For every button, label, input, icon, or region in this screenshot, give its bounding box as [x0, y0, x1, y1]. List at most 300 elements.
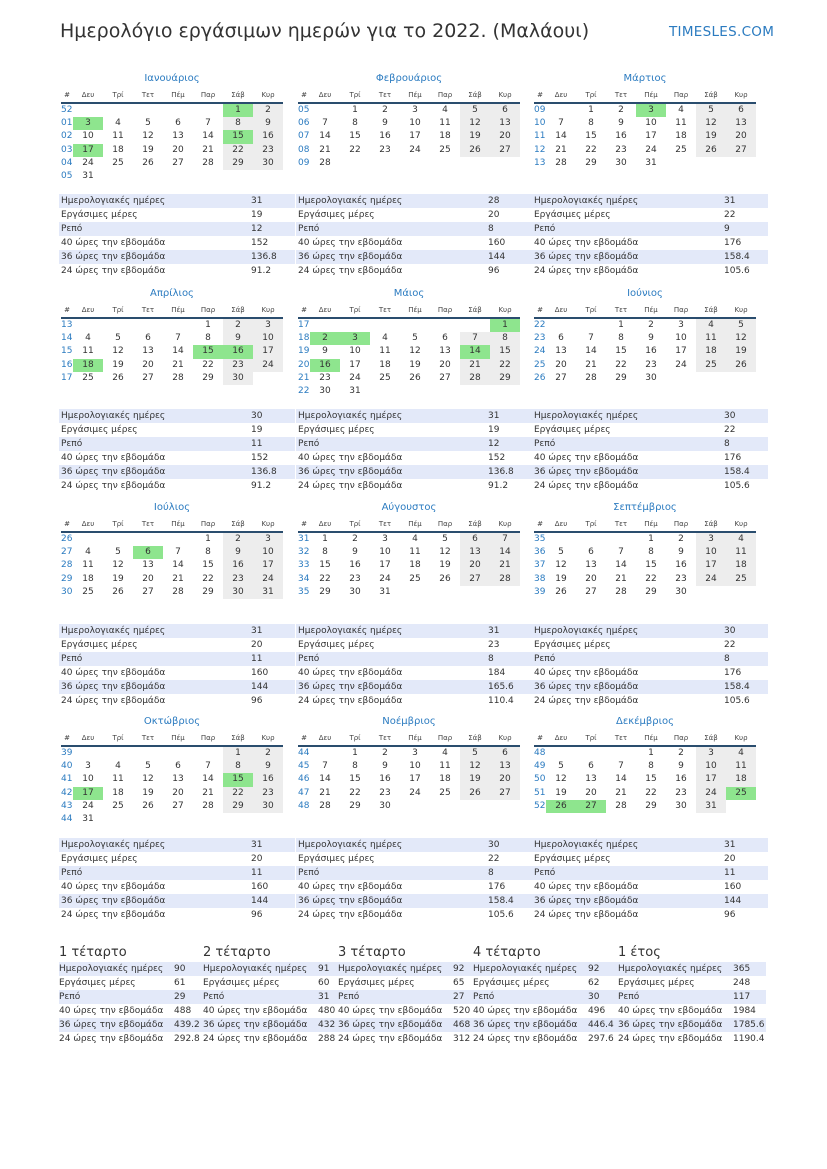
quarter-stats-value: 65	[453, 978, 465, 988]
day-cell: 29	[202, 372, 214, 383]
day-cell: 24	[696, 787, 726, 800]
stats-row	[296, 409, 532, 423]
stats-value: 158.4	[724, 682, 750, 692]
quarter-stats-row	[338, 1018, 484, 1032]
day-cell: 21	[172, 573, 184, 584]
day-cell: 4	[678, 105, 684, 115]
week-row	[61, 117, 283, 130]
quarter-stats-row	[59, 1004, 205, 1018]
day-cell-empty	[133, 319, 163, 332]
month-name: Ιούνιος	[627, 288, 663, 299]
day-cell: 30	[319, 385, 331, 396]
stats-value: 9	[724, 224, 730, 234]
day-cell: 15	[193, 345, 223, 358]
weekday-label: Πέμ	[171, 520, 185, 528]
day-cell: 25	[726, 573, 756, 586]
day-cell: 12	[555, 560, 567, 571]
day-cell-empty	[696, 372, 726, 385]
stats-value: 152	[488, 453, 506, 463]
quarter-stats-label: 36 ώρες την εβδομάδα	[618, 1020, 723, 1030]
day-cell: 26	[112, 586, 124, 597]
stats-value: 8	[488, 224, 494, 234]
day-cell: 9	[382, 761, 388, 772]
week-number: 39	[61, 748, 73, 758]
day-cell: 29	[223, 800, 253, 813]
quarter-stats-label: 24 ώρες την εβδομάδα	[618, 1034, 723, 1044]
weekday-label: Κυρ	[498, 520, 512, 528]
day-cell: 25	[696, 359, 726, 372]
day-cell: 24	[379, 573, 391, 584]
day-cell: 17	[409, 131, 421, 142]
quarter-stats-value: 446.4	[588, 1020, 614, 1030]
day-cell: 17	[675, 346, 687, 357]
stats-value: 110.4	[488, 696, 514, 706]
week-row	[61, 813, 283, 826]
quarter-block	[338, 944, 484, 1046]
stats-row	[59, 894, 295, 908]
stats-value: 144	[724, 896, 742, 906]
stats-label: Ημερολογιακές ημέρες	[298, 840, 403, 850]
weekday-label: Σάβ	[704, 91, 718, 99]
week-number: 08	[298, 144, 310, 155]
quarter-stats-row	[203, 962, 349, 976]
day-cell: 30	[253, 157, 283, 170]
day-cell: 11	[112, 774, 124, 785]
quarter-stats-row	[473, 990, 619, 1004]
day-cell: 26	[142, 157, 154, 168]
quarter-stats-label: Ημερολογιακές ημέρες	[203, 964, 308, 974]
stats-label: 36 ώρες την εβδομάδα	[534, 467, 639, 477]
stats-value: 22	[724, 210, 736, 220]
week-number: 20	[298, 359, 310, 370]
stats-label: 36 ώρες την εβδομάδα	[534, 682, 639, 692]
day-cell: 9	[382, 118, 388, 129]
day-cell-empty	[430, 319, 460, 332]
stats-row	[532, 194, 768, 208]
stats-label: Ημερολογιακές ημέρες	[61, 626, 166, 636]
month-calendar	[298, 72, 520, 170]
day-cell: 3	[382, 534, 388, 544]
day-cell: 31	[696, 800, 726, 813]
stats-row	[532, 880, 768, 894]
day-cell-empty	[370, 385, 400, 398]
day-cell: 21	[319, 144, 331, 155]
week-number: 01	[61, 118, 73, 129]
day-cell: 19	[555, 573, 567, 584]
day-cell: 3	[85, 761, 91, 772]
stats-value: 22	[724, 425, 736, 435]
week-number: 17	[298, 320, 310, 330]
day-cell: 26	[555, 586, 567, 597]
stats-value: 96	[251, 910, 263, 920]
day-cell: 8	[352, 761, 358, 772]
day-cell-empty	[163, 319, 193, 332]
week-number: 38	[534, 573, 546, 584]
day-cell: 27	[142, 586, 154, 597]
week-row	[534, 144, 756, 157]
stats-row	[59, 838, 295, 852]
stats-value: 184	[488, 668, 506, 678]
week-row	[534, 104, 756, 117]
day-cell: 9	[678, 547, 684, 558]
day-cell: 25	[112, 157, 124, 168]
quarter-stats-row	[473, 976, 619, 990]
day-cell-empty	[310, 319, 340, 332]
day-cell: 30	[675, 586, 687, 597]
day-cell: 7	[175, 547, 181, 558]
week-row	[61, 359, 283, 372]
stats-label: Ρεπό	[534, 439, 556, 449]
day-cell: 14	[202, 774, 214, 785]
day-cell: 19	[409, 359, 421, 370]
day-cell: 29	[319, 586, 331, 597]
stats-label: 24 ώρες την εβδομάδα	[534, 266, 639, 276]
day-cell: 16	[675, 774, 687, 785]
day-cell: 21	[460, 359, 490, 372]
stats-label: Εργάσιμες μέρες	[534, 425, 611, 435]
quarter-stats-row	[203, 976, 349, 990]
weekday-header	[61, 732, 283, 747]
day-cell-empty	[606, 747, 636, 760]
day-cell: 10	[409, 118, 421, 129]
day-cell: 14	[172, 346, 184, 357]
weekday-label: Σάβ	[231, 91, 245, 99]
stats-row	[59, 250, 295, 264]
week-row	[298, 787, 520, 800]
stats-label: 36 ώρες την εβδομάδα	[534, 252, 639, 262]
weekday-label: Πέμ	[171, 91, 185, 99]
month-stats	[59, 194, 295, 278]
stats-label: 36 ώρες την εβδομάδα	[298, 252, 403, 262]
stats-label: 40 ώρες την εβδομάδα	[534, 238, 639, 248]
day-cell: 18	[112, 787, 124, 798]
week-number-header: #	[301, 520, 307, 528]
quarter-stats-row	[338, 1004, 484, 1018]
stats-label: 40 ώρες την εβδομάδα	[61, 882, 166, 892]
quarter-stats-value: 480	[318, 1006, 336, 1016]
stats-label: 40 ώρες την εβδομάδα	[534, 453, 639, 463]
stats-label: 24 ώρες την εβδομάδα	[298, 266, 403, 276]
weekday-header	[534, 732, 756, 747]
quarter-stats-label: 40 ώρες την εβδομάδα	[473, 1006, 578, 1016]
day-cell: 18	[675, 131, 687, 142]
week-number: 31	[298, 534, 310, 544]
day-cell: 10	[253, 332, 283, 345]
week-number: 50	[534, 774, 546, 785]
stats-label: Ρεπό	[298, 654, 320, 664]
week-row	[534, 747, 756, 760]
day-cell-empty	[430, 800, 460, 813]
week-number: 23	[534, 333, 546, 344]
quarter-stats-label: Εργάσιμες μέρες	[203, 978, 280, 988]
day-cell: 7	[205, 761, 211, 772]
day-cell-empty	[546, 533, 576, 546]
week-row	[534, 800, 756, 813]
stats-value: 105.6	[724, 696, 750, 706]
week-number: 35	[534, 534, 546, 544]
stats-row	[296, 437, 532, 451]
day-cell: 29	[585, 157, 597, 168]
day-cell-empty	[310, 104, 340, 117]
week-number: 25	[534, 359, 546, 370]
stats-value: 22	[488, 854, 500, 864]
day-cell: 20	[172, 787, 184, 798]
weekday-label: Σάβ	[468, 306, 482, 314]
stats-row	[59, 666, 295, 680]
week-row	[298, 573, 520, 586]
stats-label: Ημερολογιακές ημέρες	[534, 840, 639, 850]
day-cell: 15	[223, 773, 253, 786]
stats-value: 165.6	[488, 682, 514, 692]
day-cell-empty	[400, 586, 430, 599]
weekday-label: Τετ	[141, 91, 155, 99]
day-cell: 29	[645, 800, 657, 811]
weekday-label: Τετ	[614, 91, 628, 99]
stats-value: 160	[251, 882, 269, 892]
weekday-label: Πέμ	[644, 734, 658, 742]
day-cell: 27	[585, 586, 597, 597]
stats-row	[59, 409, 295, 423]
day-cell: 17	[696, 559, 726, 572]
day-cell: 25	[726, 787, 756, 800]
day-cell: 10	[409, 761, 421, 772]
quarter-stats-row	[473, 1004, 619, 1018]
stats-row	[296, 208, 532, 222]
day-cell: 9	[618, 118, 624, 129]
month-stats	[296, 409, 532, 493]
stats-row	[59, 208, 295, 222]
day-cell: 23	[223, 359, 253, 372]
day-cell: 7	[205, 118, 211, 129]
quarter-stats-label: Ημερολογιακές ημέρες	[473, 964, 578, 974]
day-cell: 30	[645, 372, 657, 383]
stats-row	[59, 652, 295, 666]
day-cell: 23	[675, 787, 687, 798]
stats-row	[59, 222, 295, 236]
day-cell: 14	[460, 345, 490, 358]
stats-label: Ημερολογιακές ημέρες	[534, 196, 639, 206]
week-row	[61, 319, 283, 332]
day-cell: 4	[726, 533, 756, 546]
day-cell: 24	[82, 157, 94, 168]
day-cell-empty	[73, 319, 103, 332]
week-row	[534, 319, 756, 332]
stats-value: 91.2	[488, 481, 509, 491]
quarter-stats-row	[618, 990, 766, 1004]
day-cell: 6	[175, 761, 181, 772]
stats-row	[532, 838, 768, 852]
day-cell: 29	[645, 586, 657, 597]
day-cell: 17	[73, 144, 103, 157]
week-number: 26	[534, 372, 546, 383]
day-cell: 26	[142, 800, 154, 811]
week-number: 48	[534, 748, 546, 758]
quarter-stats-row	[338, 962, 484, 976]
month-name: Νοέμβριος	[382, 716, 436, 727]
week-number-header: #	[301, 91, 307, 99]
week-row	[534, 130, 756, 143]
month-calendar	[61, 715, 283, 826]
day-cell: 4	[85, 333, 91, 344]
day-cell: 12	[439, 547, 451, 558]
week-number: 51	[534, 787, 546, 798]
stats-value: 11	[251, 654, 263, 664]
weekday-label: Παρ	[437, 520, 453, 528]
week-row	[534, 546, 756, 559]
day-cell: 3	[253, 533, 283, 546]
day-cell: 23	[319, 372, 331, 383]
weekday-label: Δευ	[81, 306, 95, 314]
week-number-header: #	[537, 520, 543, 528]
stats-label: Ρεπό	[534, 224, 556, 234]
day-cell: 15	[490, 345, 520, 358]
stats-value: 152	[251, 238, 269, 248]
weekday-label: Δευ	[318, 734, 332, 742]
stats-label: Ρεπό	[534, 868, 556, 878]
day-cell: 5	[460, 104, 490, 117]
day-cell-empty	[163, 170, 193, 183]
quarter-stats-label: 24 ώρες την εβδομάδα	[59, 1034, 164, 1044]
stats-label: 24 ώρες την εβδομάδα	[298, 696, 403, 706]
weekday-label: Τρί	[112, 91, 124, 99]
stats-label: Ημερολογιακές ημέρες	[298, 626, 403, 636]
day-cell: 20	[726, 130, 756, 143]
day-cell: 9	[678, 761, 684, 772]
day-cell: 30	[379, 800, 391, 811]
day-cell-empty	[73, 533, 103, 546]
brand-link[interactable]: TIMESLES.COM	[669, 24, 775, 40]
weekday-label: Σάβ	[231, 520, 245, 528]
day-cell: 27	[172, 157, 184, 168]
week-number: 41	[61, 774, 73, 785]
quarter-stats-value: 1984	[733, 1006, 756, 1016]
weekday-label: Κυρ	[498, 306, 512, 314]
weekday-label: Πέμ	[171, 306, 185, 314]
day-cell: 10	[696, 546, 726, 559]
day-cell: 4	[696, 319, 726, 332]
week-number: 05	[298, 105, 310, 115]
day-cell-empty	[576, 319, 606, 332]
week-number: 28	[61, 560, 73, 571]
stats-label: Ρεπό	[534, 654, 556, 664]
week-number-header: #	[64, 734, 70, 742]
day-cell: 8	[205, 547, 211, 558]
stats-row	[296, 652, 532, 666]
quarter-stats-row	[338, 976, 484, 990]
week-row	[61, 130, 283, 143]
day-cell: 19	[696, 130, 726, 143]
week-number: 16	[61, 359, 73, 370]
day-cell: 2	[223, 533, 253, 546]
weekday-label: Τρί	[112, 520, 124, 528]
day-cell: 3	[696, 533, 726, 546]
month-name: Απρίλιος	[150, 288, 194, 299]
quarter-stats-row	[618, 1018, 766, 1032]
stats-value: 8	[724, 439, 730, 449]
quarter-block	[618, 944, 766, 1046]
day-cell-empty	[460, 385, 490, 398]
day-cell-empty	[726, 800, 756, 813]
quarter-stats-row	[473, 1018, 619, 1032]
week-number: 49	[534, 761, 546, 772]
quarter-stats-value: 468	[453, 1020, 471, 1030]
stats-value: 31	[251, 196, 263, 206]
weekday-label: Κυρ	[261, 520, 275, 528]
week-number-header: #	[64, 306, 70, 314]
day-cell: 23	[379, 144, 391, 155]
quarter-stats-value: 365	[733, 964, 751, 974]
stats-row	[532, 208, 768, 222]
stats-value: 8	[488, 654, 494, 664]
stats-value: 144	[488, 252, 506, 262]
day-cell: 19	[460, 773, 490, 786]
weekday-label: Παρ	[673, 306, 689, 314]
weekday-header	[298, 304, 520, 319]
day-cell: 16	[645, 346, 657, 357]
week-row	[298, 747, 520, 760]
day-cell: 9	[253, 117, 283, 130]
day-cell: 30	[253, 800, 283, 813]
month-stats	[296, 838, 532, 922]
stats-row	[532, 638, 768, 652]
quarter-stats-label: 36 ώρες την εβδομάδα	[473, 1020, 578, 1030]
stats-value: 136.8	[251, 467, 277, 477]
day-cell: 7	[322, 761, 328, 772]
day-cell: 23	[253, 787, 283, 800]
weekday-label: Δευ	[81, 520, 95, 528]
day-cell: 20	[142, 359, 154, 370]
stats-value: 96	[488, 266, 500, 276]
day-cell: 5	[558, 547, 564, 558]
day-cell-empty	[133, 813, 163, 826]
weekday-label: Κυρ	[261, 734, 275, 742]
week-number: 36	[534, 547, 546, 558]
month-calendar	[534, 287, 756, 385]
day-cell: 8	[223, 760, 253, 773]
week-number: 17	[61, 372, 73, 383]
day-cell: 4	[442, 748, 448, 758]
stats-value: 8	[724, 654, 730, 664]
day-cell: 16	[379, 131, 391, 142]
stats-label: 24 ώρες την εβδομάδα	[534, 910, 639, 920]
quarter-stats-row	[618, 976, 766, 990]
stats-row	[532, 866, 768, 880]
quarter-block	[59, 944, 205, 1046]
quarter-stats-row	[59, 990, 205, 1004]
stats-value: 96	[251, 696, 263, 706]
stats-row	[296, 838, 532, 852]
weekday-label: Τρί	[349, 734, 361, 742]
stats-value: 30	[251, 411, 263, 421]
weekday-label: Πέμ	[408, 91, 422, 99]
weekday-label: Κυρ	[261, 306, 275, 314]
week-number: 24	[534, 346, 546, 357]
day-cell-empty	[666, 372, 696, 385]
week-row	[534, 332, 756, 345]
day-cell: 29	[223, 157, 253, 170]
week-number: 34	[298, 573, 310, 584]
week-number: 52	[61, 105, 73, 115]
stats-row	[59, 465, 295, 479]
day-cell: 25	[675, 144, 687, 155]
day-cell-empty	[193, 747, 223, 760]
day-cell: 20	[585, 573, 597, 584]
day-cell: 5	[442, 534, 448, 544]
week-number: 45	[298, 761, 310, 772]
stats-value: 176	[488, 882, 506, 892]
stats-row	[532, 250, 768, 264]
stats-row	[532, 908, 768, 922]
